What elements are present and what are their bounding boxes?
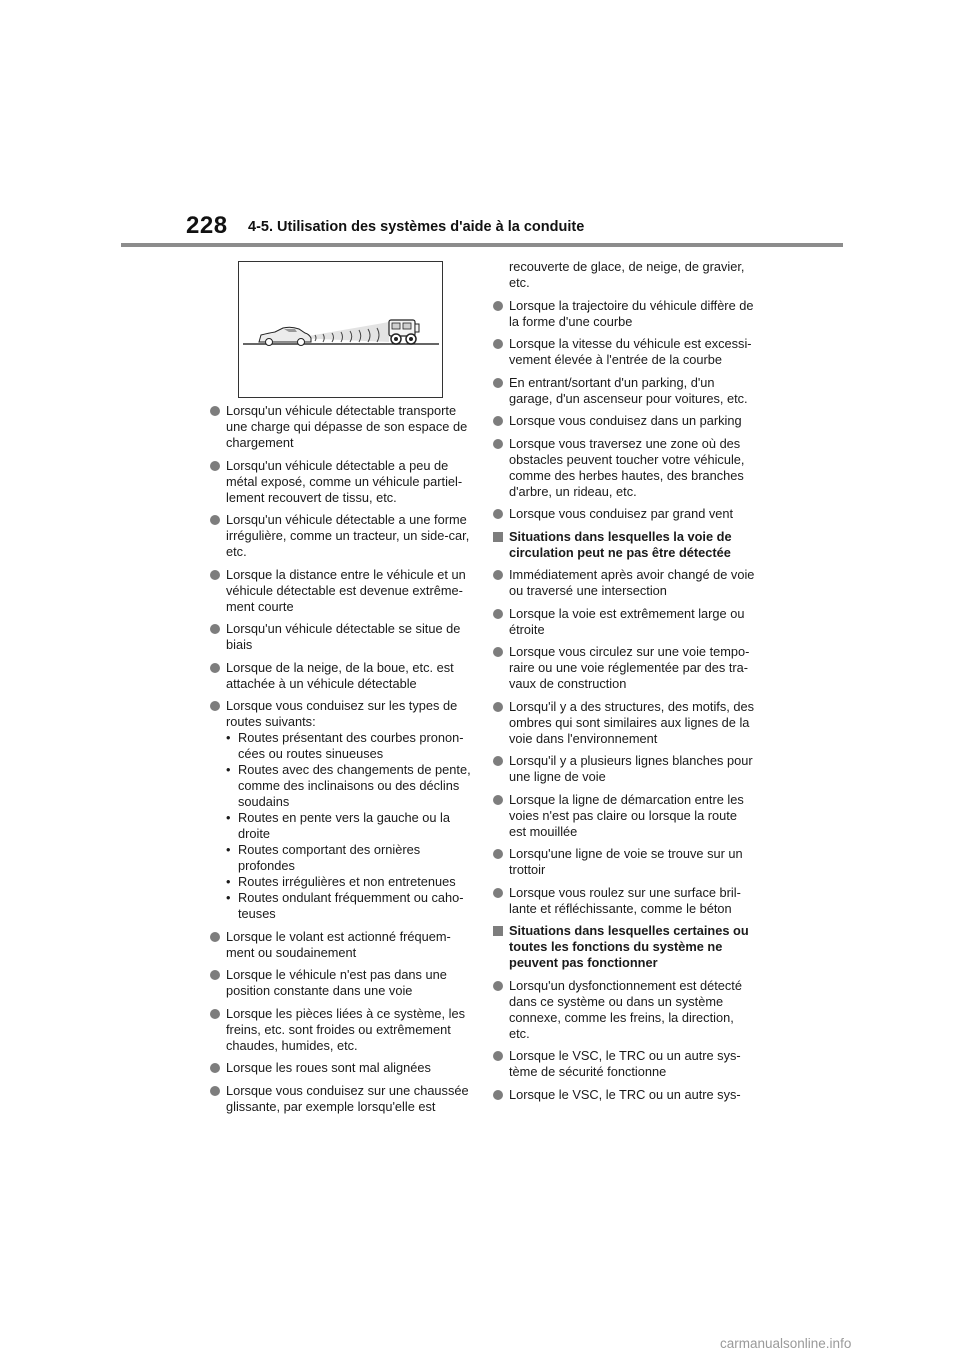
item-text: Lorsque de la neige, de la boue, etc. est attachée à un véhicule détectable — [226, 659, 454, 691]
list-item — [493, 1048, 755, 1080]
item-text: Lorsqu'un véhicule détectable transporte une charge qui dépasse de son espace de chargement — [226, 403, 468, 450]
bullet-icon — [493, 301, 503, 311]
item-text: Lorsque le VSC, le TRC ou un autre sys-tème de sécurité fonctionne — [509, 1048, 741, 1079]
bullet-icon — [493, 1090, 503, 1100]
bullet-icon — [493, 439, 503, 449]
list-item — [493, 606, 755, 638]
bullet-icon — [493, 570, 503, 580]
square-bullet-icon — [493, 532, 503, 542]
item-text: Lorsque le VSC, le TRC ou un autre sys- — [509, 1086, 741, 1102]
item-text: Lorsque vous conduisez sur les types de routes suivants: — [226, 698, 458, 729]
list-item — [210, 621, 472, 653]
item-text: Lorsque le volant est actionné fréquem-ment ou soudainement — [226, 928, 451, 960]
item-text: En entrant/sortant d'un parking, d'un garage, d'un ascenseur pour voitures, etc. — [509, 374, 748, 406]
list-item — [493, 846, 755, 878]
sub-bullet: • — [226, 874, 231, 889]
section-title: 4-5. Utilisation des systèmes d'aide à la conduite — [248, 219, 585, 235]
sub-bullet: • — [226, 762, 231, 777]
item-text: Immédiatement après avoir changé de voie ou traversé une intersection — [509, 567, 755, 598]
sub-item-text: Routes présentant des courbes pronon-cées ou routes sinueuses — [238, 730, 464, 761]
own-car-icon — [259, 327, 311, 345]
road-type-list — [226, 730, 472, 922]
list-item — [493, 375, 755, 407]
left-column — [210, 403, 472, 1121]
section-heading — [493, 529, 755, 561]
bullet-icon — [493, 702, 503, 712]
list-item — [493, 413, 755, 429]
sub-item-text: Routes irrégulières et non entretenues — [238, 874, 456, 889]
sub-item — [226, 730, 472, 762]
bullet-icon — [493, 795, 503, 805]
list-item — [210, 458, 472, 506]
item-text: Lorsqu'il y a plusieurs lignes blanches pour une ligne de voie — [509, 753, 753, 784]
list-item — [210, 929, 472, 961]
list-item — [210, 967, 472, 999]
bullet-icon — [493, 849, 503, 859]
item-text: Lorsque la ligne de démarcation entre les voies n'est pas claire ou lorsque la route est mouillée — [509, 791, 744, 839]
bullet-icon — [210, 663, 220, 673]
item-text: Lorsque le véhicule n'est pas dans une position constante dans une voie — [226, 967, 447, 998]
preceding-vehicle-icon — [389, 320, 419, 344]
heading-text: Situations dans lesquelles la voie de circulation peut ne pas être détectée — [509, 528, 732, 560]
list-item — [493, 336, 755, 368]
item-text: Lorsque vous conduisez sur une chaussée glissante, par exemple lorsqu'elle est — [226, 1082, 469, 1114]
page-number: 228 — [186, 212, 228, 239]
item-text: Lorsqu'il y a des structures, des motifs, des ombres qui sont similaires aux lignes de la voie dans l'environnement — [509, 698, 754, 746]
sub-item — [226, 810, 472, 842]
list-item — [210, 1060, 472, 1076]
bullet-icon — [493, 378, 503, 388]
list-item — [493, 298, 755, 330]
bullet-icon — [210, 570, 220, 580]
list-item — [210, 567, 472, 615]
bullet-icon — [210, 1009, 220, 1019]
sub-item-text: Routes comportant des ornières profondes — [238, 842, 421, 873]
item-text: Lorsque vous roulez sur une surface bril-lante et réfléchissante, comme le béton — [509, 884, 741, 916]
list-item — [493, 792, 755, 840]
radar-illustration — [239, 262, 442, 397]
item-text: Lorsque vous conduisez par grand vent — [509, 506, 734, 521]
bullet-icon — [210, 515, 220, 525]
item-text: Lorsque vous conduisez dans un parking — [509, 413, 742, 428]
item-text: Lorsqu'un dysfonctionnement est détecté dans ce système ou dans un système connexe, comme les freins, la direction, etc. — [509, 977, 742, 1041]
bullet-icon — [210, 970, 220, 980]
sub-item-text: Routes ondulant fréquemment ou caho-teuses — [238, 890, 464, 921]
bullet-icon — [493, 756, 503, 766]
sub-bullet: • — [226, 810, 231, 825]
item-text: Lorsque la trajectoire du véhicule diffère de la forme d'une courbe — [509, 297, 754, 329]
bullet-icon — [210, 932, 220, 942]
list-item — [493, 506, 755, 522]
bullet-icon — [493, 416, 503, 426]
list-item — [493, 1087, 755, 1103]
item-text: Lorsque les roues sont mal alignées — [226, 1060, 431, 1075]
list-item — [493, 644, 755, 692]
sub-bullet: • — [226, 730, 231, 745]
item-text: Lorsque la distance entre le véhicule et un véhicule détectable est devenue extrême-ment courte — [226, 566, 466, 614]
list-item — [210, 403, 472, 451]
illustration-frame — [238, 261, 443, 398]
list-item — [493, 753, 755, 785]
sub-item-text: Routes en pente vers la gauche ou la droite — [238, 810, 451, 841]
list-item — [210, 698, 472, 922]
bullet-icon — [493, 609, 503, 619]
sub-bullet: • — [226, 890, 231, 905]
right-column — [493, 259, 755, 1109]
bullet-icon — [210, 1063, 220, 1073]
list-item — [493, 567, 755, 599]
bullet-icon — [493, 647, 503, 657]
watermark[interactable]: carmanualsonline.info — [720, 1336, 852, 1351]
sub-item — [226, 762, 472, 810]
list-item — [493, 885, 755, 917]
list-item — [210, 512, 472, 560]
item-text: Lorsqu'un véhicule détectable a une forme irrégulière, comme un tracteur, un side-car, etc. — [226, 512, 470, 559]
list-item — [210, 660, 472, 692]
square-bullet-icon — [493, 926, 503, 936]
bullet-icon — [210, 701, 220, 711]
list-item — [493, 436, 755, 500]
sub-item — [226, 890, 472, 922]
bullet-icon — [210, 624, 220, 634]
item-text: Lorsque la voie est extrêmement large ou étroite — [509, 605, 745, 637]
sub-bullet: • — [226, 842, 231, 857]
bullet-icon — [210, 1086, 220, 1096]
sub-item — [226, 842, 472, 874]
list-item — [493, 978, 755, 1042]
continued-text: recouverte de glace, de neige, de gravier, etc. — [509, 259, 745, 290]
section-heading — [493, 923, 755, 971]
bullet-icon — [493, 339, 503, 349]
sub-item — [226, 874, 472, 890]
item-text: Lorsque la vitesse du véhicule est excessi-vement élevée à l'entrée de la courbe — [509, 336, 752, 367]
item-text: Lorsque vous circulez sur une voie tempo-raire ou une voie réglementée par des tra-vaux de construction — [509, 644, 750, 691]
bullet-icon — [493, 888, 503, 898]
list-item — [210, 1083, 472, 1115]
bullet-icon — [493, 981, 503, 991]
item-text: Lorsqu'un véhicule détectable se situe de biais — [226, 621, 461, 652]
sub-item-text: Routes avec des changements de pente, comme des inclinaisons ou des déclins soudains — [238, 762, 471, 809]
item-text: Lorsque vous traversez une zone où des obstacles peuvent toucher votre véhicule, comme des herbes hautes, des branches d'arbre, un rideau, etc. — [509, 435, 745, 499]
bullet-icon — [493, 509, 503, 519]
bullet-icon — [210, 406, 220, 416]
item-text: Lorsqu'un véhicule détectable a peu de métal exposé, comme un véhicule partiel-lement recouvert de tissu, etc. — [226, 457, 463, 505]
bullet-icon — [210, 461, 220, 471]
list-item — [493, 699, 755, 747]
item-text: Lorsque les pièces liées à ce système, les freins, etc. sont froides ou extrêmement chaudes, humides, etc. — [226, 1005, 465, 1053]
bullet-icon — [493, 1051, 503, 1061]
list-item — [210, 1006, 472, 1054]
header-rule — [121, 243, 843, 247]
heading-text: Situations dans lesquelles certaines ou toutes les fonctions du système ne peuvent pas fonctionner — [509, 923, 749, 970]
item-text: Lorsqu'une ligne de voie se trouve sur un trottoir — [509, 846, 743, 877]
